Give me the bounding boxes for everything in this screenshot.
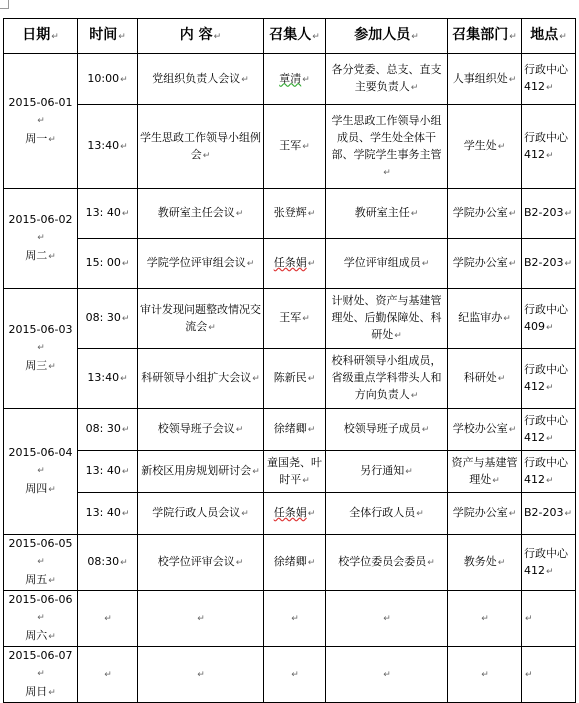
paragraph-mark: ↵ (508, 509, 517, 519)
convener-cell (264, 591, 326, 647)
paragraph-mark: ↵ (121, 259, 130, 269)
weekday-text: 周六 (25, 629, 48, 642)
content-text: 教研室主任会议 (157, 206, 235, 219)
time-cell (78, 54, 138, 105)
paragraph-mark: ↵ (307, 374, 316, 384)
table-row (4, 535, 576, 591)
convener-text: 徐绪卿 (273, 422, 307, 435)
table-row (4, 647, 576, 703)
department-cell (448, 189, 522, 239)
paragraph-mark: ↵ (508, 259, 517, 269)
department-cell (448, 239, 522, 289)
schedule-body (4, 54, 576, 703)
paragraph-mark: ↵ (383, 614, 391, 624)
attendees-text: 各分党委、总支、直支主要负责人 (331, 63, 442, 93)
paragraph-mark: ↵ (421, 425, 430, 435)
paragraph-mark: ↵ (307, 558, 316, 568)
paragraph-mark: ↵ (410, 391, 419, 401)
paragraph-mark: ↵ (120, 74, 128, 85)
location-text: 行政中心 409 (524, 302, 568, 333)
content-text: 科研领导小组扩大会议 (141, 371, 252, 384)
department-cell (448, 451, 522, 493)
paragraph-mark: ↵ (120, 142, 128, 152)
paragraph-mark: ↵ (208, 322, 216, 333)
paragraph-mark: ↵ (48, 485, 56, 495)
paragraph-mark: ↵ (546, 566, 554, 577)
header-content: 内 容↵ (138, 19, 264, 54)
department-cell (448, 493, 522, 535)
content-cell (138, 54, 264, 105)
content-cell (138, 289, 264, 349)
paragraph-mark: ↵ (564, 509, 573, 519)
paragraph-mark: ↵ (525, 614, 533, 624)
convener-cell (264, 239, 326, 289)
location-text: 行政中心 412 (524, 130, 568, 161)
content-text: 学院行政人员会议 (152, 506, 241, 519)
paragraph-mark: ↵ (302, 475, 310, 486)
time-text: 13:40 (87, 371, 120, 384)
convener-cell (264, 105, 326, 189)
paragraph-mark: ↵ (235, 558, 244, 568)
time-text: 08:30 (87, 555, 120, 568)
attendees-cell (326, 239, 448, 289)
department-text: 纪监审办 (458, 311, 503, 324)
department-cell (448, 591, 522, 647)
paragraph-mark: ↵ (37, 557, 45, 567)
header-date: 日期↵ (4, 19, 78, 54)
department-text: 教务处 (463, 555, 497, 568)
table-row (4, 493, 576, 535)
paragraph-mark: ↵ (37, 466, 45, 476)
content-text: 学生思政工作领导小组例会 (140, 130, 261, 161)
date-cell (4, 54, 78, 189)
paragraph-mark: ↵ (302, 142, 310, 152)
paragraph-mark: ↵ (202, 150, 211, 161)
attendees-text: 校领导班子成员 (343, 422, 421, 435)
department-text: 资产与基建管理处 (451, 455, 518, 486)
paragraph-mark: ↵ (525, 670, 533, 680)
attendees-cell (326, 535, 448, 591)
time-text: 13: 40 (85, 206, 121, 219)
header-location: 地点↵ (522, 19, 576, 54)
paragraph-mark: ↵ (291, 670, 299, 680)
content-cell (138, 451, 264, 493)
date-text: 2015-06-02 (8, 213, 73, 226)
time-text: 08: 30 (85, 422, 121, 435)
paragraph-mark: ↵ (48, 362, 56, 372)
paragraph-mark: ↵ (307, 509, 316, 519)
header-department: 召集部门↵ (448, 19, 522, 54)
department-cell (448, 535, 522, 591)
attendees-cell (326, 189, 448, 239)
paragraph-mark: ↵ (546, 475, 554, 486)
time-cell (78, 289, 138, 349)
content-cell (138, 493, 264, 535)
paragraph-mark: ↵ (497, 374, 506, 384)
convener-text: 章清 (279, 71, 302, 85)
convener-text: 张登辉 (273, 206, 307, 219)
paragraph-mark: ↵ (48, 134, 56, 145)
department-cell (448, 647, 522, 703)
attendees-cell (326, 409, 448, 451)
paragraph-mark: ↵ (492, 475, 500, 486)
department-text: 学院办公室 (452, 206, 508, 219)
paragraph-mark: ↵ (405, 467, 413, 477)
paragraph-mark: ↵ (197, 670, 205, 680)
paragraph-mark: ↵ (508, 74, 517, 85)
convener-text: 任条娟 (273, 256, 307, 269)
table-row (4, 189, 576, 239)
location-cell (522, 409, 576, 451)
convener-cell (264, 289, 326, 349)
department-text: 学院办公室 (452, 256, 508, 269)
convener-text: 任条娟 (273, 506, 307, 519)
content-text: 新校区用房规划研讨会 (141, 464, 252, 477)
location-cell (522, 289, 576, 349)
table-row (4, 54, 576, 105)
paragraph-mark: ↵ (481, 614, 489, 624)
paragraph-mark: ↵ (291, 614, 299, 624)
department-text: 学校办公室 (452, 422, 508, 435)
weekday-text: 周三 (25, 359, 48, 372)
department-text: 科研处 (463, 371, 497, 384)
meeting-schedule-table (3, 18, 576, 703)
attendees-cell (326, 591, 448, 647)
date-text: 2015-06-07 (8, 649, 73, 662)
department-text: 人事组织处 (452, 71, 508, 85)
weekday-text: 周一 (25, 131, 48, 145)
content-text: 党组织负责人会议 (152, 71, 241, 85)
attendees-text: 另行通知 (360, 464, 405, 477)
paragraph-mark: ↵ (235, 209, 244, 219)
department-text: 学院办公室 (452, 506, 508, 519)
paragraph-mark: ↵ (383, 670, 391, 680)
attendees-cell (326, 54, 448, 105)
time-cell (78, 189, 138, 239)
content-cell (138, 189, 264, 239)
paragraph-mark: ↵ (241, 74, 249, 85)
attendees-cell (326, 349, 448, 409)
attendees-cell (326, 105, 448, 189)
date-text: 2015-06-06 (8, 593, 73, 606)
time-text: 10:00 (87, 71, 120, 85)
paragraph-mark: ↵ (121, 467, 130, 477)
location-text: 行政中心 412 (524, 63, 568, 93)
convener-cell (264, 54, 326, 105)
location-cell (522, 451, 576, 493)
paragraph-mark: ↵ (241, 509, 249, 519)
attendees-cell (326, 289, 448, 349)
attendees-text: 计财处、资产与基建管理处、后勤保障处、科研处 (331, 294, 442, 341)
attendees-text: 校学位委员会委员 (338, 555, 427, 568)
location-text: 行政中心 412 (524, 362, 568, 393)
paragraph-mark: ↵ (546, 150, 554, 161)
convener-cell (264, 189, 326, 239)
paragraph-mark: ↵ (416, 509, 424, 519)
weekday-text: 周四 (25, 482, 48, 495)
date-cell (4, 189, 78, 289)
paragraph-mark: ↵ (37, 613, 45, 623)
attendees-text: 全体行政人员 (349, 506, 416, 519)
convener-text: 童国尧、叶时平 (267, 455, 322, 486)
convener-cell (264, 451, 326, 493)
paragraph-mark: ↵ (481, 670, 489, 680)
paragraph-mark: ↵ (48, 576, 56, 586)
time-cell (78, 451, 138, 493)
attendees-text: 学位评审组成员 (343, 256, 421, 269)
paragraph-mark: ↵ (503, 314, 511, 324)
paragraph-mark: ↵ (307, 425, 316, 435)
paragraph-mark: ↵ (410, 83, 419, 93)
convener-cell (264, 409, 326, 451)
paragraph-mark: ↵ (394, 331, 402, 341)
date-text: 2015-06-04 (8, 446, 73, 459)
weekday-text: 周二 (25, 249, 48, 262)
paragraph-mark: ↵ (302, 74, 310, 85)
date-cell (4, 409, 78, 535)
date-cell (4, 591, 78, 647)
location-text: B2-203 (524, 206, 564, 219)
time-cell (78, 591, 138, 647)
time-cell (78, 493, 138, 535)
paragraph-mark: ↵ (307, 259, 316, 269)
paragraph-mark: ↵ (497, 558, 506, 568)
location-text: 行政中心 412 (524, 455, 568, 486)
paragraph-mark: ↵ (410, 209, 419, 219)
date-cell (4, 535, 78, 591)
time-cell (78, 239, 138, 289)
convener-cell (264, 349, 326, 409)
attendees-cell (326, 493, 448, 535)
location-cell (522, 493, 576, 535)
page-corner-mark (0, 0, 9, 9)
date-text: 2015-06-05 (8, 537, 73, 550)
department-cell (448, 54, 522, 105)
attendees-text: 教研室主任 (354, 206, 410, 219)
location-cell (522, 105, 576, 189)
content-cell (138, 105, 264, 189)
table-row (4, 349, 576, 409)
paragraph-mark: ↵ (546, 322, 554, 333)
paragraph-mark: ↵ (427, 558, 435, 568)
content-text: 学院学位评审组会议 (146, 256, 246, 269)
time-cell (78, 105, 138, 189)
paragraph-mark: ↵ (497, 142, 506, 152)
content-cell (138, 349, 264, 409)
content-cell (138, 647, 264, 703)
table-row (4, 451, 576, 493)
time-cell (78, 409, 138, 451)
paragraph-mark: ↵ (235, 425, 244, 435)
department-cell (448, 349, 522, 409)
paragraph-mark: ↵ (37, 115, 45, 126)
paragraph-mark: ↵ (121, 509, 130, 519)
paragraph-mark: ↵ (37, 669, 45, 679)
time-text: 13:40 (87, 139, 120, 152)
location-cell (522, 647, 576, 703)
table-row (4, 289, 576, 349)
table-row (4, 409, 576, 451)
department-cell (448, 289, 522, 349)
paragraph-mark: ↵ (120, 374, 128, 384)
location-text: 行政中心 412 (524, 413, 568, 444)
time-text: 15: 00 (85, 256, 121, 269)
location-text: B2-203 (524, 506, 564, 519)
paragraph-mark: ↵ (252, 374, 260, 384)
location-cell (522, 54, 576, 105)
paragraph-mark: ↵ (121, 425, 130, 435)
department-text: 学生处 (463, 139, 497, 152)
paragraph-mark: ↵ (246, 259, 255, 269)
paragraph-mark: ↵ (302, 314, 310, 324)
location-cell (522, 239, 576, 289)
convener-cell (264, 493, 326, 535)
weekday-text: 周日 (25, 685, 48, 698)
table-row (4, 105, 576, 189)
date-cell (4, 289, 78, 409)
paragraph-mark: ↵ (37, 233, 45, 243)
time-cell (78, 535, 138, 591)
paragraph-mark: ↵ (37, 343, 45, 353)
department-cell (448, 409, 522, 451)
convener-cell (264, 647, 326, 703)
content-text: 校领导班子会议 (157, 422, 235, 435)
paragraph-mark: ↵ (121, 314, 130, 324)
table-row (4, 591, 576, 647)
convener-text: 陈新民 (273, 371, 307, 384)
header-row (4, 19, 576, 54)
content-cell (138, 409, 264, 451)
paragraph-mark: ↵ (48, 688, 56, 698)
paragraph-mark: ↵ (120, 558, 128, 568)
paragraph-mark: ↵ (104, 670, 112, 680)
paragraph-mark: ↵ (121, 209, 130, 219)
attendees-cell (326, 647, 448, 703)
attendees-cell (326, 451, 448, 493)
location-text: 行政中心 412 (524, 546, 568, 577)
convener-text: 王军 (279, 139, 302, 152)
time-text: 08: 30 (85, 311, 121, 324)
convener-cell (264, 535, 326, 591)
paragraph-mark: ↵ (546, 83, 554, 93)
table-row (4, 239, 576, 289)
date-text: 2015-06-01 (8, 95, 73, 109)
paragraph-mark: ↵ (197, 614, 205, 624)
attendees-text: 校科研领导小组成员，省级重点学科带头人和方向负责人 (331, 354, 442, 401)
convener-text: 王军 (279, 311, 302, 324)
location-text: B2-203 (524, 256, 564, 269)
paragraph-mark: ↵ (564, 259, 573, 269)
paragraph-mark: ↵ (546, 433, 554, 444)
paragraph-mark: ↵ (421, 259, 430, 269)
department-cell (448, 105, 522, 189)
date-cell (4, 647, 78, 703)
content-cell (138, 535, 264, 591)
paragraph-mark: ↵ (508, 209, 517, 219)
weekday-text: 周五 (25, 573, 48, 586)
paragraph-mark: ↵ (564, 209, 573, 219)
content-cell (138, 239, 264, 289)
content-text: 校学位评审会议 (157, 555, 235, 568)
time-cell (78, 647, 138, 703)
paragraph-mark: ↵ (252, 467, 260, 477)
location-cell (522, 189, 576, 239)
header-convener: 召集人↵ (264, 19, 326, 54)
content-text: 审计发现问题整改情况交流会 (140, 302, 261, 333)
time-text: 13: 40 (85, 506, 121, 519)
header-attendees: 参加人员↵ (326, 19, 448, 54)
location-cell (522, 535, 576, 591)
attendees-text: 学生思政工作领导小组成员、学生处全体干部、学院学生事务主管 (331, 113, 442, 161)
time-text: 13: 40 (85, 464, 121, 477)
paragraph-mark: ↵ (48, 632, 56, 642)
paragraph-mark: ↵ (508, 425, 517, 435)
paragraph-mark: ↵ (546, 382, 554, 393)
time-cell (78, 349, 138, 409)
content-cell (138, 591, 264, 647)
location-cell (522, 349, 576, 409)
paragraph-mark: ↵ (48, 252, 56, 262)
paragraph-mark: ↵ (104, 614, 112, 624)
date-text: 2015-06-03 (8, 323, 73, 336)
convener-text: 徐绪卿 (273, 555, 307, 568)
paragraph-mark: ↵ (383, 167, 391, 178)
location-cell (522, 591, 576, 647)
paragraph-mark: ↵ (307, 209, 316, 219)
header-time: 时间↵ (78, 19, 138, 54)
